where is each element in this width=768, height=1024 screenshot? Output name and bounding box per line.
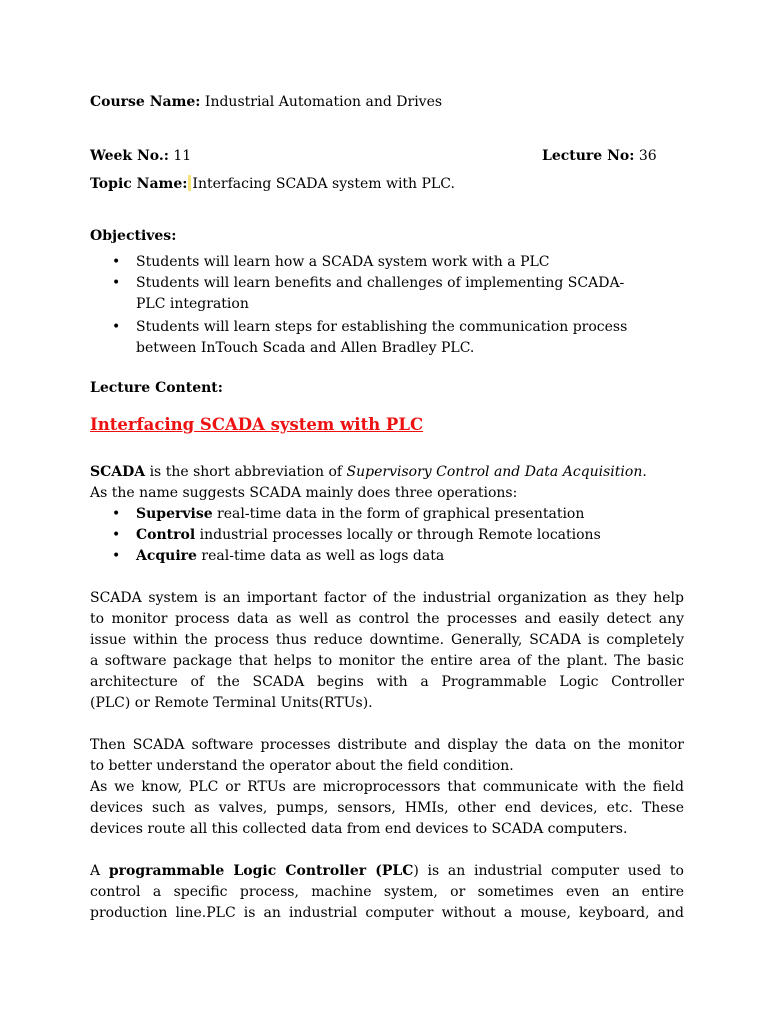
plc-suffix: ) is an industrial computer used to	[413, 863, 684, 879]
bullet-dot-icon: •	[112, 254, 121, 270]
objective-item: Students will learn benefits and challenges of implementing SCADA-	[136, 275, 625, 291]
lecture-content-label: Lecture Content:	[90, 380, 223, 396]
objectives-label: Objectives:	[90, 228, 177, 244]
operation-item	[136, 546, 444, 566]
operation-term: Acquire	[136, 548, 197, 564]
course-value: Industrial Automation and Drives	[204, 94, 443, 110]
paragraph-line: architecture of the SCADA begins with a Programmable Logic Controller	[90, 674, 684, 690]
plc-term: programmable Logic Controller (PLC	[108, 863, 414, 879]
plc-prefix: A	[90, 863, 109, 879]
section-heading: Interfacing SCADA system with PLC	[90, 415, 424, 434]
scada-term: SCADA	[90, 464, 146, 480]
operation-term: Supervise	[136, 506, 213, 522]
intro-line	[90, 462, 647, 482]
paragraph-line: a software package that helps to monitor the entire area of the plant. The basic	[90, 653, 684, 669]
paragraph-line: production line.PLC is an industrial computer without a mouse, keyboard, and	[90, 905, 684, 921]
bullet-dot-icon: •	[112, 506, 121, 522]
topic-label: Topic Name:	[90, 176, 188, 192]
paragraph-line: issue within the process thus reduce downtime. Generally, SCADA is completely	[90, 632, 684, 648]
lecture-value: 36	[638, 148, 657, 164]
objective-item-continued: between InTouch Scada and Allen Bradley PLC.	[136, 340, 475, 356]
operation-text: real-time data in the form of graphical presentation	[212, 506, 585, 522]
operation-item	[136, 525, 601, 545]
paragraph-line: to better understand the operator about the field condition.	[90, 758, 514, 774]
bullet-dot-icon: •	[112, 527, 121, 543]
plc-definition-line	[90, 861, 684, 881]
bullet-dot-icon: •	[112, 275, 121, 291]
text-cursor-highlight	[188, 175, 191, 191]
intro-period: .	[642, 464, 647, 480]
paragraph-line: As we know, PLC or RTUs are microprocessors that communicate with the field	[90, 779, 684, 795]
paragraph-line: Then SCADA software processes distribute and display the data on the monitor	[90, 737, 684, 753]
bullet-dot-icon: •	[112, 548, 121, 564]
objective-item-continued: PLC integration	[136, 296, 249, 312]
week-value: 11	[173, 148, 192, 164]
intro-text: is the short abbreviation of	[145, 464, 347, 480]
paragraph-line: devices route all this collected data from end devices to SCADA computers.	[90, 821, 628, 837]
objective-item: Students will learn steps for establishing the communication process	[136, 319, 628, 335]
operation-item	[136, 504, 584, 524]
bullet-dot-icon: •	[112, 319, 121, 335]
week-label: Week No.:	[90, 148, 169, 164]
objective-item: Students will learn how a SCADA system work with a PLC	[136, 254, 550, 270]
paragraph-line: to monitor process data as well as control the processes and easily detect any	[90, 611, 684, 627]
paragraph-line: SCADA system is an important factor of the industrial organization as they help	[90, 590, 684, 606]
operation-text: industrial processes locally or through Remote locations	[195, 527, 601, 543]
scada-full-form: Supervisory Control and Data Acquisition	[346, 464, 643, 480]
topic-line	[90, 174, 455, 194]
intro-line-2: As the name suggests SCADA mainly does three operations:	[90, 485, 518, 501]
week-line	[90, 146, 191, 166]
paragraph-line: devices such as valves, pumps, sensors, HMIs, other end devices, etc. These	[90, 800, 684, 816]
lecture-number-line	[542, 146, 657, 166]
paragraph-line: control a specific process, machine system, or sometimes even an entire	[90, 884, 684, 900]
course-label: Course Name:	[90, 94, 201, 110]
course-name-line	[90, 92, 442, 112]
operation-text: real-time data as well as logs data	[196, 548, 445, 564]
topic-value: Interfacing SCADA system with PLC.	[192, 176, 455, 192]
lecture-label: Lecture No:	[542, 148, 635, 164]
paragraph-line: (PLC) or Remote Terminal Units(RTUs).	[90, 695, 373, 711]
operation-term: Control	[136, 527, 196, 543]
